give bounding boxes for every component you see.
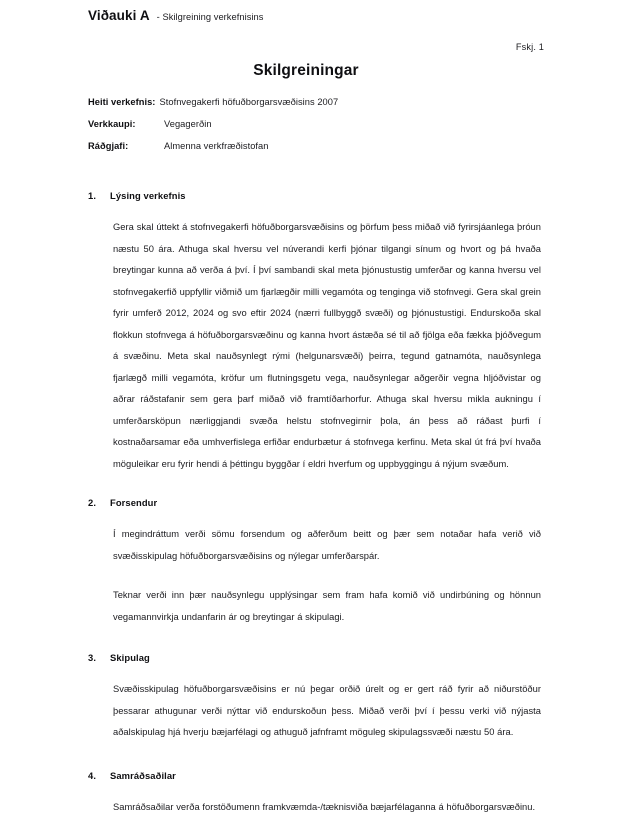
running-header [88, 8, 544, 23]
meta-label-client: Verkkaupi: [88, 119, 164, 131]
paragraph: Samráðsaðilar verða forstöðumenn framkvæmda-/tæknisviða bæjarfélaganna á höfuðborgarsvæðinu. [113, 797, 541, 818]
meta-row-consultant [88, 141, 548, 153]
section-number: 4. [88, 770, 96, 781]
section-heading-text: Skipulag [110, 652, 150, 663]
section-heading [0, 190, 626, 201]
section-heading-text: Samráðsaðilar [110, 770, 176, 781]
meta-row-client [88, 119, 548, 131]
meta-value-project: Stofnvegakerfi höfuðborgarsvæðisins 2007 [159, 97, 338, 109]
section-forsendur [0, 497, 626, 628]
paragraph: Gera skal úttekt á stofnvegakerfi höfuðborgarsvæðisins og þörfum þess miðað við fyrirsjáanlega þróun næstu 50 ára. Athuga skal hversu vel núverandi kerfi þjónar tilgangi sínum og hvort og þá hvaða breytingar kunna að verða á því. Í því sambandi skal meta þjónustustig umferðar og kanna hversu vel stofnvegakerfið uppfyllir viðmið um fjarlægðir milli vegamóta og tenginga við stofnvegi. Gera skal grein fyrir umferð 2012, 2024 og svo eftir 2024 (nærri fullbyggð svæði) og þjónustustigi. Endurskoða skal flokkun stofnvega á höfuðborgarsvæðinu og kanna hvort ástæða sé til að fjölga eða fækka þjóðvegum á svæðinu. Meta skal nauðsynlegt rými (helgunarsvæði) þeirra, tegund gatnamóta, nauðsynlega fjarlægð milli vegamóta, kröfur um flutningsgetu vega, nauðsynlegar aðgerðir vegna hljóðvistar og aðrar ráðstafanir sem gera þarf miðað við framtíðarhorfur. Athuga skal hversu mikla aukningu í umferðarsköpun nærliggjandi svæða helstu stofnvegirnir þola, án þess að ráðast þurfi í kostnaðarsamar eða umhverfislega erfiðar endurbætur á stofnvega kerfinu. Meta skal út frá því hvaða möguleikar eru fyrir hendi á þéttingu byggðar í eldri hverfum og uppbyggingu á nýjum svæðum. [113, 217, 541, 475]
project-metadata [88, 97, 548, 163]
appendix-label: Viðauki A [88, 8, 150, 23]
section-body [113, 217, 541, 475]
meta-value-client: Vegagerðin [164, 119, 212, 131]
folio-number: Fskj. 1 [516, 42, 544, 52]
meta-label-consultant: Ráðgjafi: [88, 141, 164, 153]
appendix-subtitle: - Skilgreining verkefnisins [157, 12, 264, 22]
section-number: 3. [88, 652, 96, 663]
paragraph: Teknar verði inn þær nauðsynlegu upplýsingar sem fram hafa komið við undirbúning og hönnun vegamannvirkja undanfarin ár og breytingar á skipulagi. [113, 585, 541, 628]
section-heading-text: Lýsing verkefnis [110, 190, 186, 201]
section-heading-text: Forsendur [110, 497, 157, 508]
section-heading [0, 497, 626, 508]
meta-row-project [88, 97, 548, 109]
page-title: Skilgreiningar [0, 62, 626, 80]
section-body [113, 679, 541, 744]
paragraph: Svæðisskipulag höfuðborgarsvæðisins er nú þegar orðið úrelt og er gert ráð fyrir að niðurstöður þessarar athugunar verði nýttar við endurskoðun þess. Miðað verði því í þessu verki við nýjasta aðalskipulag hjá hverju bæjarfélagi og athuguð jafnframt möguleg skipulagssvæði næstu 50 ára. [113, 679, 541, 744]
section-heading [0, 652, 626, 663]
section-body [113, 797, 541, 818]
section-lysing-verkefnis [0, 190, 626, 475]
section-list [0, 190, 626, 818]
section-body [113, 524, 541, 628]
section-number: 1. [88, 190, 96, 201]
section-samradsadilar [0, 770, 626, 818]
section-heading [0, 770, 626, 781]
meta-value-consultant: Almenna verkfræðistofan [164, 141, 269, 153]
paragraph: Í megindráttum verði sömu forsendum og aðferðum beitt og þær sem notaðar hafa verið við svæðisskipulag höfuðborgarsvæðisins og nýlegar umferðarspár. [113, 524, 541, 567]
section-number: 2. [88, 497, 96, 508]
section-skipulag [0, 652, 626, 744]
meta-label-project: Heiti verkefnis: [88, 97, 155, 109]
